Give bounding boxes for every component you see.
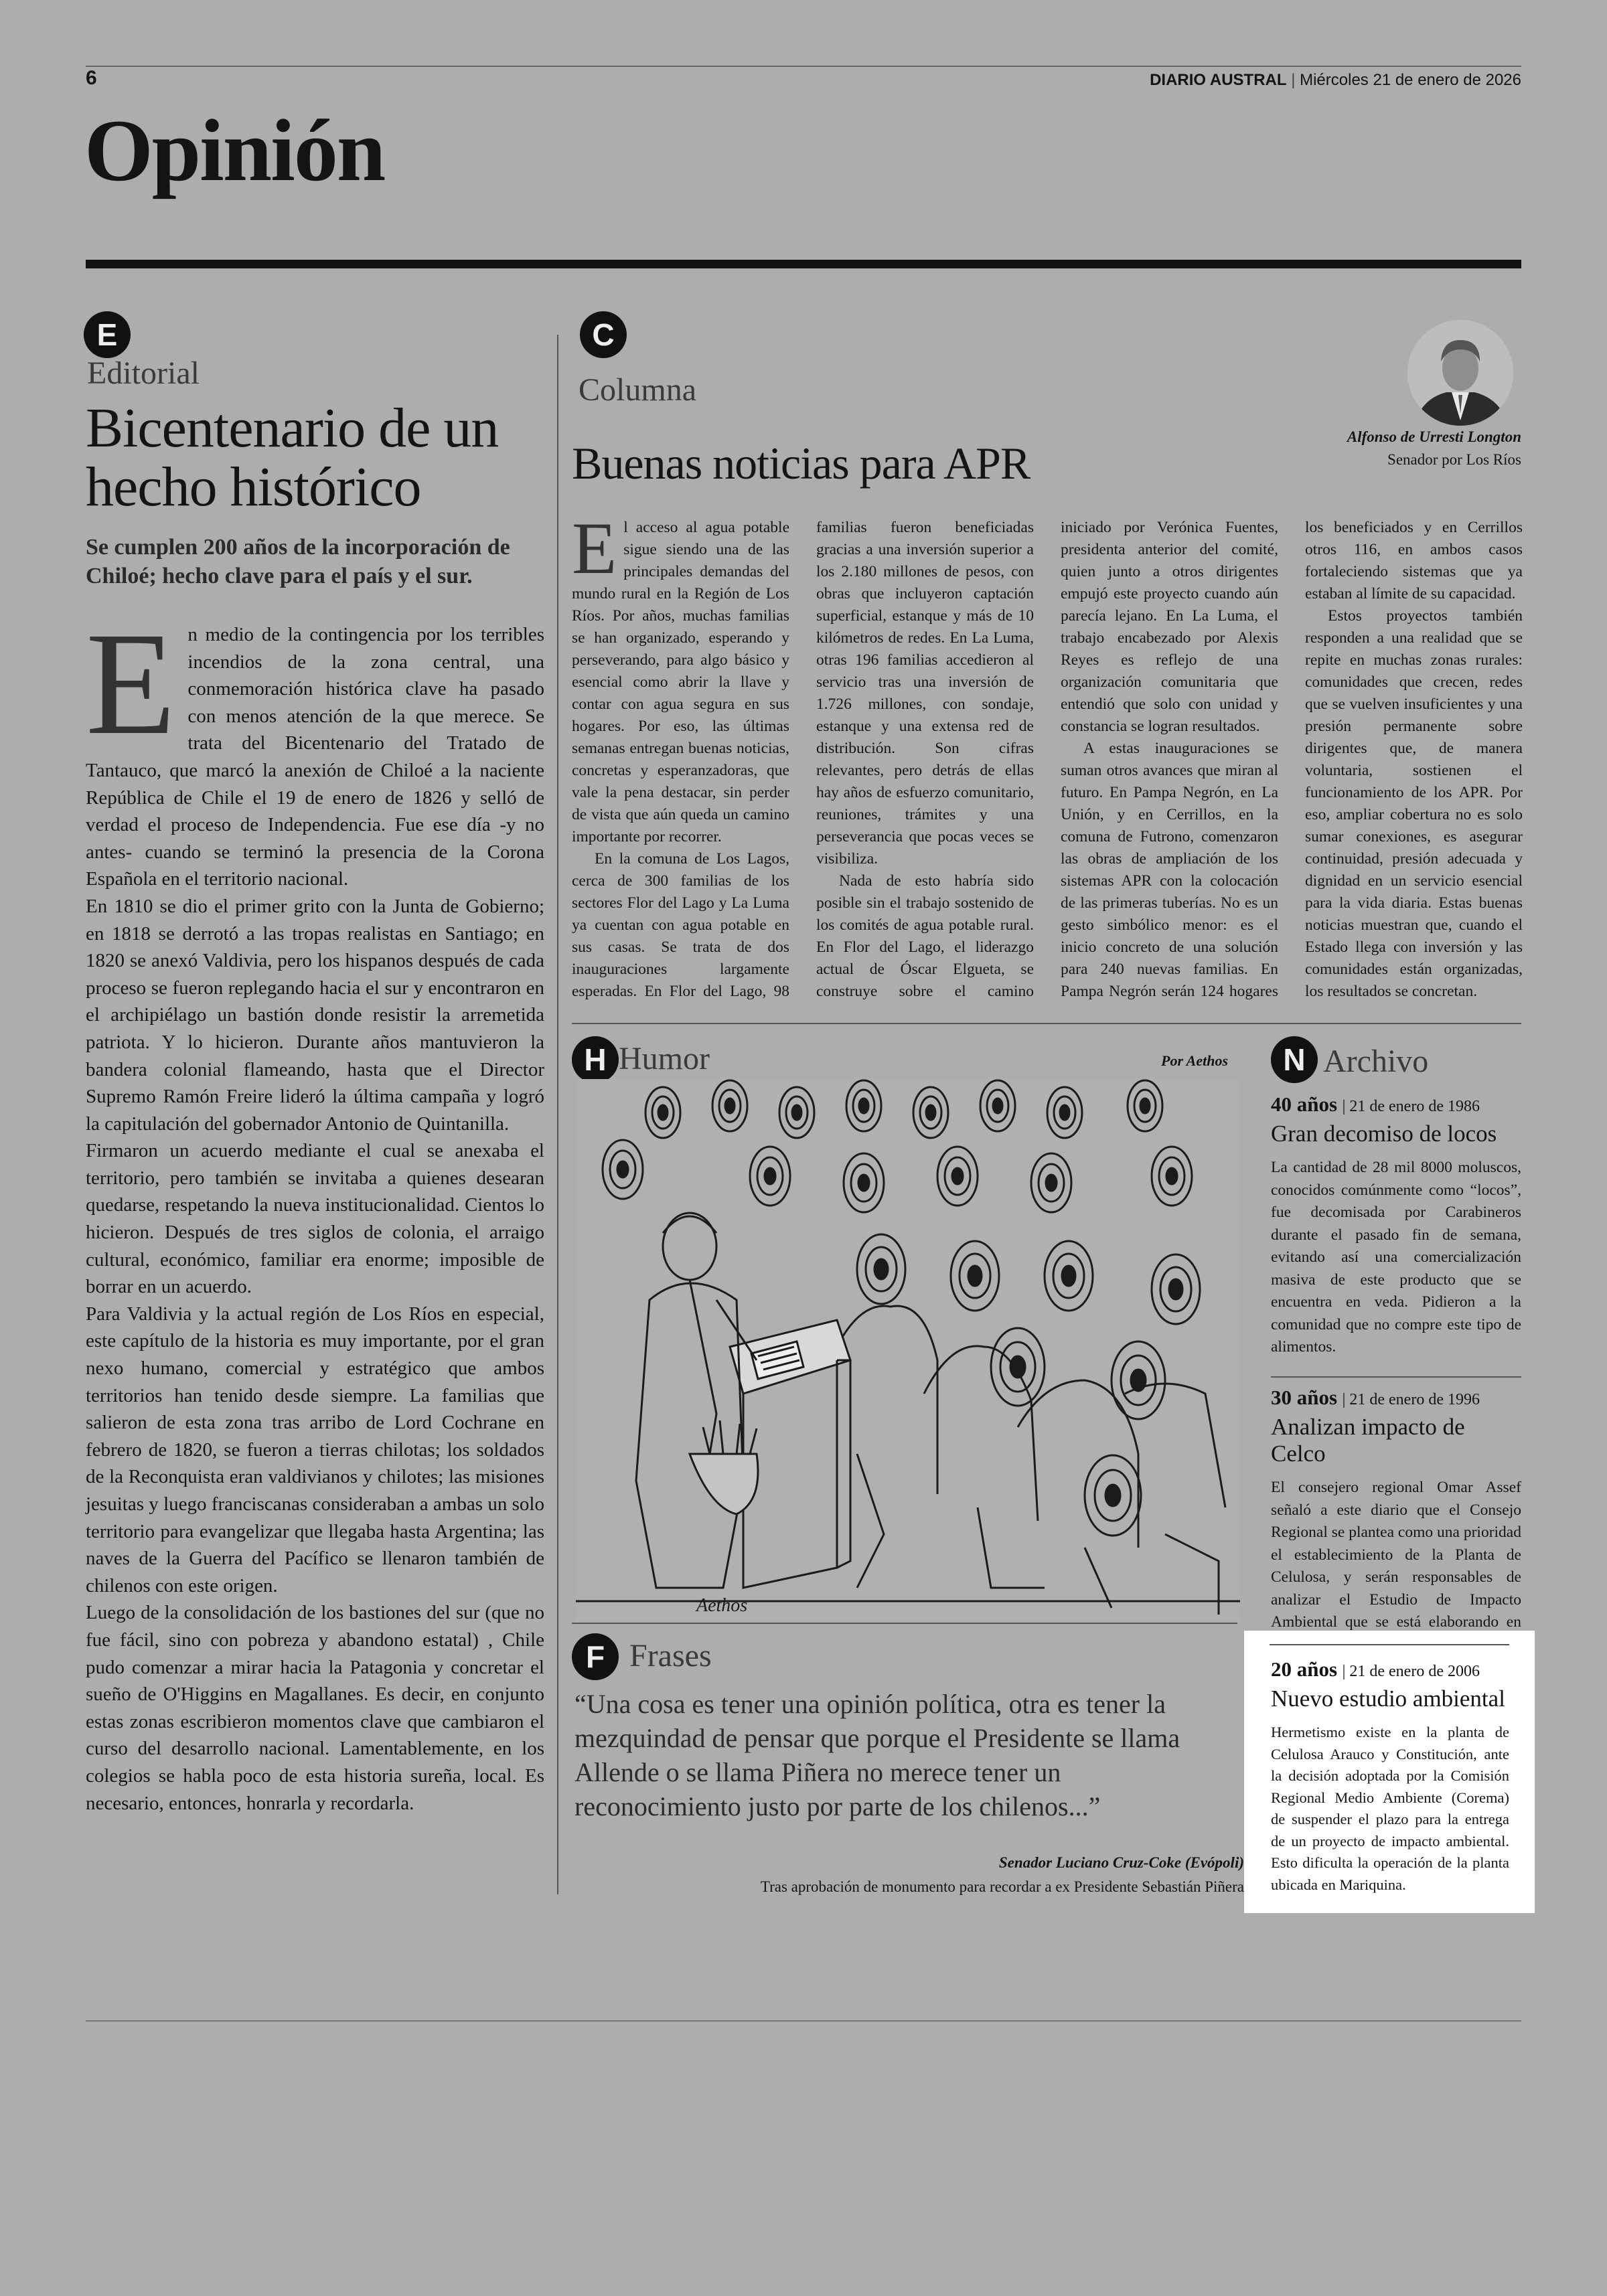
editorial-paragraph: En 1810 se dio el primer grito con la Junta de Gobierno; en 1818 se derrotó a las tropas realistas en Santiago; en 1820 se anexó Valdivia, pero los hispanos después de cada proceso se fueron replegando hacia el sur y encontraron en el archipiélago un bastión donde resistir la arremetida patriota. Y lo hicieron. Durante años mantuvieron la bandera colonial flameando, hasta que el Director Supremo Ramón Freire lideró la última campaña y logró la capitulación del gobernador Antonio de Quintanilla.: [86, 895, 544, 1135]
archivo-item-header: 30 años | 21 de enero de 1996: [1271, 1386, 1480, 1409]
archivo-title: Nuevo estudio ambiental: [1271, 1686, 1505, 1712]
masthead-line: DIARIO AUSTRAL | Miércoles 21 de enero de 2026: [1150, 71, 1521, 89]
archivo-text: Hermetismo existe en la planta de Celulosa Arauco y Constitución, ante la decisión adoptada por la Comisión Regional Medio Ambiente (Corema) de suspender el plazo para la entrega de un proyecto de impacto ambiental. Esto dificulta la operación de la planta ubicada en Mariquina.: [1271, 1724, 1509, 1893]
author-photo: [1407, 320, 1513, 426]
archivo-kicker: Archivo: [1323, 1044, 1429, 1079]
author-role: Senador por Los Ríos: [1387, 451, 1521, 468]
column-badge: C: [580, 311, 627, 358]
editorial-paragraph: Firmaron un acuerdo mediante el cual se anexaba el territorio, pero también se invitaba a quienes desearan quedarse, respetando la nueva institucionalidad. Cientos lo hicieron. Después de tres siglos de colonia, el arraigo cultural, económico, familiar era enorme; imposible de borrar en un acuerdo.: [86, 1140, 544, 1298]
column-headline: Buenas noticias para APR: [572, 438, 1030, 489]
archivo-badge: N: [1271, 1036, 1318, 1083]
column-divider: [557, 335, 558, 1894]
editorial-dropcap: E: [86, 602, 176, 765]
archivo-years: 40 años: [1271, 1092, 1338, 1116]
editorial-kicker: Editorial: [87, 355, 200, 391]
archivo-date: 21 de enero de 2006: [1349, 1663, 1480, 1680]
editorial-body: [86, 602, 544, 1817]
cartoon-bottom-rule: [572, 1623, 1237, 1624]
archivo-divider: [1270, 1644, 1509, 1645]
archivo-divider: [1271, 1376, 1521, 1378]
archivo-item: [1271, 1657, 1509, 1896]
column-paragraph: Estos proyectos también responden a una realidad que se repite en muchas zonas rurales: comunidades que crecen, redes que se vuelven insuficientes y una presión permanente sobre dirigentes que, de manera voluntaria, sostienen el funcionamiento de los APR. Por eso, ampliar cobertura no es solo sumar conexiones, es asegurar continuidad, presión adecuada y dignidad en un servicio esencial para la vida diaria. Estas buenas noticias muestran que, cuando el Estado llega con inversión y las comunidades están organizadas, los resultados se concretan.: [1305, 607, 1523, 1000]
top-rule: [86, 66, 1521, 67]
frases-kicker: Frases: [629, 1638, 712, 1673]
column-paragraph: Nada de esto habría sido posible sin el trabajo sostenido de los comités de agua potable rural. En Flor del Lago, el liderazgo actual de Óscar Elgueta, se construye sobre el camino iniciado por Verónica Fuentes, presidenta anterior del comité, quien junto a otros dirigentes empujó este proyecto cuando aún parecía lejano. En La Luma, el trabajo encabezado por Alexis Reyes es reflejo de una organización comunitaria que entendió que solo con unidad y constancia se logran resultados.: [816, 519, 1278, 1000]
editorial-paragraph: Para Valdivia y la actual región de Los Ríos en especial, este capítulo de la historia es muy importante, por el gran nexo humano, comercial y estratégico que ambos territorios han tenido desde siempre. La familias que salieron de esta zona tras arribo de Lord Cochrane en febrero de 1820, se fueron a tierras chilotas; los soldados de la Reconquista eran valdivianos y chilotes; las misiones jesuitas y luego franciscanas consideraban a ambas un solo territorio para evangelizar que llegaba hasta Argentina; las naves de la Guerra del Pacífico se llenaron también de chilenos con este origen.: [86, 1303, 544, 1596]
archivo-item: [1271, 1092, 1521, 1359]
column-body: [572, 507, 1523, 1012]
humor-badge: H: [572, 1036, 619, 1083]
archivo-title: Analizan impacto de Celco: [1271, 1414, 1465, 1467]
archivo-text: La cantidad de 28 mil 8000 moluscos, conocidos comúnmente como “locos”, fue decomisada por Carabineros durante el pasado fin de semana, evitando así una comercialización masiva de este producto que se encuentra en veda. Pidieron a la comunidad que no compre este tipo de alimentos.: [1271, 1159, 1521, 1356]
archivo-title: Gran decomiso de locos: [1271, 1121, 1497, 1147]
lower-rule: [572, 1023, 1521, 1024]
editorial-paragraph: n medio de la contingencia por los terribles incendios de la zona central, una conmemoración histórica clave ha pasado con menos atención de la que merece. Se trata del Bicentenario del Tratado de Tantauco, que marcó la anexión de Chiloé a la naciente República de Chile el 19 de enero de 1826 y selló de verdad el proceso de Independencia. Fue ese día -y no antes- cuando se terminó la presencia de la Corona Española en el territorio nacional.: [86, 624, 544, 890]
column-kicker: Columna: [579, 372, 696, 408]
humor-cartoon: [576, 1079, 1240, 1621]
section-rule: [86, 260, 1521, 268]
section-title: Opinión: [84, 101, 385, 199]
bottom-rule: [86, 2020, 1521, 2022]
editorial-paragraph: Luego de la consolidación de los bastiones del sur (que no fue fácil, sino con pobreza y abandono estatal) , Chile pudo comenzar a mirar hacia la Patagonia y concretar el sueño de O'Higgins en Magallanes. Es decir, en conjunto estas zonas escribieron momentos clave que cambiaron el curso del desarrollo nacional. Lamentablemente, en los colegios se habla poco de esta historia sureña, local. Es necesario, entonces, honrarla y recordarla.: [86, 1602, 544, 1814]
column-paragraph: A estas inauguraciones se suman otros avances que miran al futuro. En Pampa Negrón, en La Unión, y en Cerrillos, en la comuna de Futrono, comenzaron las obras de ampliación de los sistemas APR con la colocación de las primeras tuberías. No es un gesto simbólico menor: es el inicio concreto de una solución para 240 nuevas familias. En Pampa Negrón serán 124 hogares los beneficiados y en Cerrillos otros 116, en ambos casos fortaleciendo sistemas que ya estaban al límite de su capacidad.: [1061, 519, 1523, 1000]
archivo-years: 20 años: [1271, 1657, 1338, 1681]
archivo-highlight-box: [1244, 1631, 1535, 1913]
frases-context: Tras aprobación de monumento para recordar a ex Presidente Sebastián Piñera: [760, 1878, 1244, 1895]
archivo-date: 21 de enero de 1986: [1349, 1098, 1480, 1115]
frases-quote: “Una cosa es tener una opinión política, otra es tener la mezquindad de pensar que porque el Presidente se llama Allende o se llama Piñera no merece tener un reconocimiento justo por parte de los chilenos...”: [575, 1689, 1180, 1821]
editorial-subheadline: Se cumplen 200 años de la incorporación de Chiloé; hecho clave para el país y el sur.: [86, 535, 510, 588]
column-paragraph: En la comuna de Los Lagos, cerca de 300 familias de los sectores Flor del Lago y La Luma ya cuentan con agua potable en sus casas. Se trata de dos inauguraciones largamente esperadas. En Flor del Lago, 98 familias fueron beneficiadas gracias a una inversión superior a los 2.180 millones de pesos, con obras que incluyeron captación superficial, estanque y más de 10 kilómetros de redes. En La Luma, otras 196 familias accedieron al servicio tras una inversión de 1.726 millones, con sondaje, estanque y una extensa red de distribución. Son cifras relevantes, pero detrás de ellas hay años de esfuerzo comunitario, reuniones, trámites y una perseverancia que pocas veces se visibiliza.: [572, 519, 1034, 1000]
page-number: 6: [86, 67, 97, 89]
publication-date: Miércoles 21 de enero de 2026: [1300, 71, 1521, 89]
humor-kicker: Humor: [619, 1041, 710, 1076]
archivo-text: El consejero regional Omar Assef señaló a este diario que el Consejo Regional se plantea como una prioridad el establecimiento de la Planta de Celulosa, y serán responsables de analizar el Estudio de Impacto Ambiental que se está elaborando en: [1271, 1479, 1521, 1631]
archivo-date: 21 de enero de 1996: [1349, 1391, 1480, 1408]
cartoon-signature: Aethos: [696, 1595, 748, 1616]
column-dropcap: E: [572, 507, 617, 589]
editorial-badge: E: [84, 311, 131, 358]
archivo-years: 30 años: [1271, 1386, 1338, 1409]
archivo-item-header: 40 años | 21 de enero de 1986: [1271, 1092, 1480, 1116]
humor-credit: Por Aethos: [1161, 1052, 1229, 1069]
archivo-item: [1271, 1386, 1521, 1656]
author-name: Alfonso de Urresti Longton: [1347, 428, 1521, 445]
editorial-headline: Bicentenario de un hecho histórico: [86, 397, 499, 518]
frases-author: Senador Luciano Cruz-Coke (Evópoli): [998, 1854, 1244, 1871]
publication-name: DIARIO AUSTRAL: [1150, 71, 1287, 89]
frases-badge: F: [572, 1633, 619, 1680]
archivo-item-header: 20 años | 21 de enero de 2006: [1271, 1657, 1480, 1681]
column-paragraph: l acceso al agua potable sigue siendo una de las principales demandas del mundo rural en la Región de Los Ríos. Por años, muchas familias se han organizado, esperando y perseverando, para algo básico y esencial como abrir la llave y contar con agua segura en sus hogares. Por eso, las últimas semanas entregan buenas noticias, concretas y esperanzadoras, que vale la pena destacar, sin perder de vista que aún queda un camino importante por recorrer.: [572, 519, 789, 845]
